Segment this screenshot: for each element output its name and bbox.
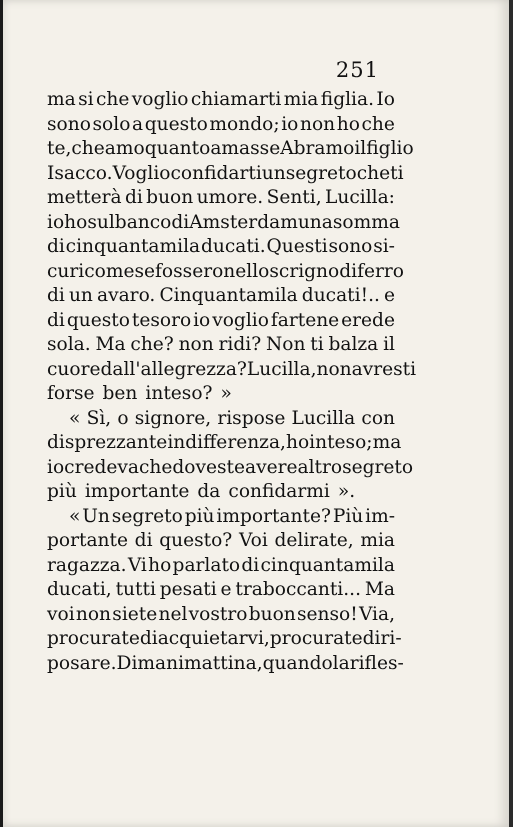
word: Lucilla [291, 407, 356, 429]
word: figlia. [320, 89, 374, 110]
word: segreto [285, 162, 357, 184]
word: umore. [196, 187, 264, 208]
word: ti [390, 162, 404, 184]
word: mondo; [209, 113, 280, 135]
word: si- [373, 236, 395, 257]
word: di [139, 628, 158, 649]
word: disprezzante [47, 432, 168, 453]
word: da [197, 481, 221, 502]
word: Dimani [116, 652, 185, 674]
word: si [78, 89, 94, 110]
word: doveste [172, 456, 245, 478]
word: vostro [188, 603, 248, 625]
page-edge [509, 0, 513, 827]
word: questo [66, 309, 130, 331]
word: altro [297, 456, 343, 478]
word: posare. [47, 652, 117, 674]
word: nel [158, 603, 188, 625]
word: che [71, 138, 105, 159]
word: Abramo [280, 138, 355, 159]
word: una [297, 211, 333, 233]
word: tutti [115, 579, 156, 600]
book-page [3, 0, 509, 827]
word: forse [47, 383, 95, 404]
word: fossero [155, 260, 224, 282]
text-line [47, 113, 395, 138]
word: nello [223, 260, 270, 282]
word: inteso; [309, 432, 373, 453]
word: sono [47, 113, 91, 135]
text-line [47, 505, 395, 530]
word: procurate [269, 628, 363, 649]
word: Non [265, 334, 306, 355]
word: mia [283, 89, 319, 110]
word: segreto [111, 505, 183, 527]
word: o [117, 407, 129, 429]
word: Isacco. [47, 162, 113, 184]
word: credeva [64, 456, 139, 478]
word: buon [146, 187, 194, 208]
word: sola. [47, 334, 91, 355]
word: io [281, 113, 299, 135]
word: confidarmi [228, 481, 330, 502]
word: che [138, 456, 173, 478]
word: fartene [270, 309, 340, 331]
word: cinquantamila [65, 236, 201, 257]
text-line [47, 260, 404, 285]
word: Sì, [86, 407, 112, 429]
word: traboccanti... [235, 579, 361, 600]
body-text [47, 88, 417, 676]
text-line [47, 211, 400, 236]
word: somma [332, 211, 400, 233]
text-line [47, 333, 395, 358]
word: solo [92, 113, 131, 135]
word: Io [376, 89, 395, 110]
word: più [47, 481, 77, 502]
page-number: 251 [335, 58, 379, 82]
word: Ma [364, 579, 395, 600]
word: scrigno [269, 260, 340, 282]
word: ben [102, 383, 138, 404]
word: io [47, 211, 65, 233]
word: ferro [357, 260, 404, 282]
word: più [184, 505, 215, 527]
word: con [361, 407, 395, 429]
text-line [47, 235, 395, 260]
word: Cinquantamila [159, 285, 298, 306]
word: procurate [47, 628, 140, 649]
text-line [47, 627, 402, 652]
word: e [220, 579, 232, 600]
word: banco [114, 211, 172, 233]
word: rifles- [349, 652, 404, 674]
word: di [47, 236, 65, 257]
word: Via, [358, 603, 395, 625]
text-line [47, 137, 414, 162]
word: mattina, [184, 652, 263, 674]
word: Un [82, 505, 110, 527]
word: balza [328, 334, 379, 355]
word: Lucilla, [246, 358, 317, 380]
word: Vi [127, 554, 147, 576]
word: ragazza. [47, 554, 127, 576]
word: il [354, 138, 367, 159]
word: importante [84, 481, 190, 502]
word: e [383, 285, 395, 306]
text-line [47, 284, 395, 309]
word: mia [360, 530, 395, 551]
word: quanto [144, 138, 211, 159]
word: che [356, 162, 391, 184]
word: Ma [95, 334, 126, 355]
word: a [132, 113, 144, 135]
word: non [178, 334, 214, 355]
word: di [47, 285, 65, 306]
word: Voglio [112, 162, 171, 184]
word: come [84, 260, 135, 282]
word: avaro. [97, 285, 156, 306]
word: non [299, 113, 336, 135]
word: ». [337, 481, 356, 502]
text-line [47, 407, 395, 432]
text-line [47, 431, 402, 456]
word: di [171, 211, 190, 233]
word: sono [328, 236, 373, 257]
text-line [47, 529, 395, 554]
word: ho [285, 432, 310, 453]
word: la [332, 652, 350, 674]
word: Questi [266, 236, 328, 257]
word: inteso? [145, 383, 213, 404]
word: io [47, 456, 65, 478]
word: che [96, 89, 130, 110]
word: ducati!.. [301, 285, 380, 306]
text-line [47, 358, 417, 383]
word: il [383, 334, 395, 355]
word: di [339, 260, 358, 282]
word: amo [104, 138, 145, 159]
word: avresti [351, 358, 417, 380]
text-line [47, 578, 395, 603]
word: acquietarvi, [157, 628, 270, 649]
word: curi [47, 260, 85, 282]
word: non [316, 358, 352, 380]
word: voi [47, 603, 75, 625]
word: ho [64, 211, 88, 233]
word: cinquantamila [260, 554, 395, 576]
word: amasse [210, 138, 281, 159]
word: metterà [47, 187, 122, 208]
text-line [47, 603, 395, 628]
word: voglio [131, 89, 189, 110]
word: te, [47, 138, 72, 159]
word: che? [130, 334, 174, 355]
text-line [47, 382, 395, 407]
word: im- [365, 505, 395, 527]
word: non [75, 603, 112, 625]
word: di [362, 628, 381, 649]
word: confidarti [170, 162, 262, 184]
text-line [47, 162, 404, 187]
word: quando [262, 652, 333, 674]
word: io [193, 309, 211, 331]
word: segreto [342, 456, 414, 478]
text-line [47, 456, 414, 481]
word: di [241, 554, 260, 576]
word: delirate, [274, 530, 354, 551]
word: avere [245, 456, 298, 478]
word: « [69, 407, 81, 429]
word: pesati [159, 579, 217, 600]
word: sul [87, 211, 115, 233]
word: erede [341, 309, 395, 331]
word: chiamarti [190, 89, 282, 110]
word: « [69, 505, 81, 527]
word: dall'allegrezza? [100, 358, 247, 380]
word: portante [47, 530, 128, 551]
word: siete [112, 603, 158, 625]
word: ho [336, 113, 360, 135]
text-line [47, 652, 404, 677]
word: un [68, 285, 93, 306]
word: questo? [159, 530, 233, 551]
word: di [47, 309, 65, 331]
text-line [47, 480, 395, 505]
text-line [47, 88, 395, 113]
word: cuore [47, 358, 101, 380]
word: ducati, [47, 579, 112, 600]
word: Amsterdam [189, 211, 298, 233]
word: signore, [134, 407, 212, 429]
text-line [47, 186, 395, 211]
text-line [47, 554, 395, 579]
word: ti [310, 334, 324, 355]
word: indifferenza, [167, 432, 286, 453]
word: buon [248, 603, 296, 625]
word: » [220, 383, 232, 404]
word: di [134, 530, 153, 551]
word: senso! [296, 603, 358, 625]
word: un [261, 162, 286, 184]
word: Più [332, 505, 364, 527]
word: ridi? [218, 334, 262, 355]
word: parlato [172, 554, 241, 576]
word: ho [148, 554, 172, 576]
word: che [361, 113, 395, 135]
word: ri- [380, 628, 402, 649]
word: rispose [217, 407, 286, 429]
word: se [134, 260, 156, 282]
word: Lucilla: [325, 187, 395, 208]
word: Voi [238, 530, 268, 551]
word: ducati. [200, 236, 266, 257]
word: ma [372, 432, 402, 453]
word: di [124, 187, 143, 208]
word: voglio [212, 309, 269, 331]
word: ma [47, 89, 76, 110]
word: Senti, [266, 187, 322, 208]
word: figlio [366, 138, 414, 159]
word: tesoro [131, 309, 192, 331]
word: importante? [216, 505, 331, 527]
text-line [47, 309, 395, 334]
word: questo [144, 113, 208, 135]
